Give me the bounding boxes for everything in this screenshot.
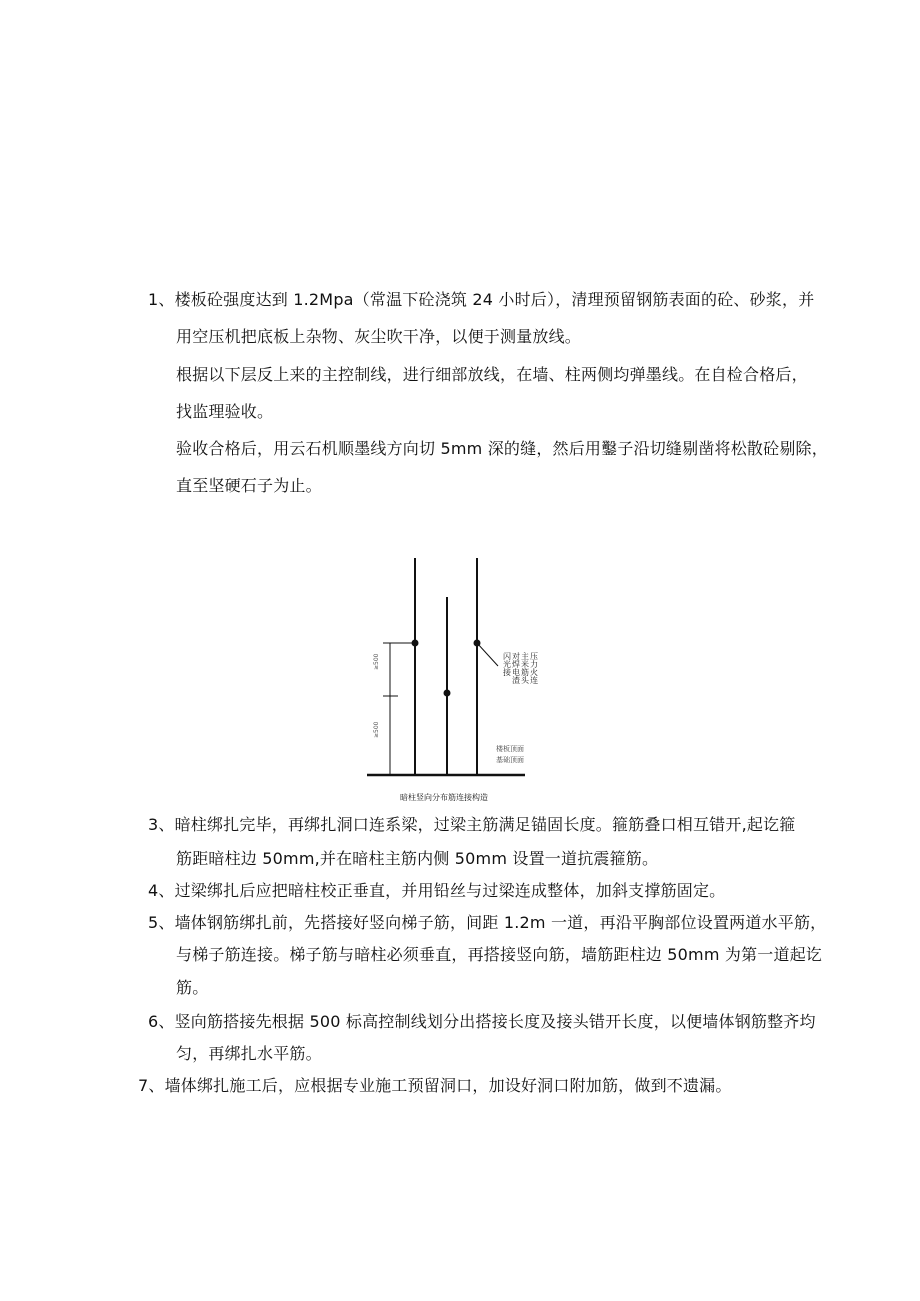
p5-line3: 筋。: [176, 978, 209, 997]
rebar-connection-figure: [350, 550, 540, 812]
p1-line5: 验收合格后，用云石机顺墨线方向切 5mm 深的缝，然后用鑿子沿切缝剔凿将松散砼剔除，: [176, 439, 828, 458]
dimension-upper: ≥500: [373, 653, 380, 670]
p4-line1: 4、过梁绑扎后应把暗柱校正垂直，并用铅丝与过梁连成整体，加斜支撑筋固定。: [148, 881, 726, 900]
floor-label-top: 楼板顶面: [496, 745, 524, 753]
p7-line1: 7、墙体绑扎施工后，应根据专业施工预留洞口，加设好洞口附加筋，做到不遗漏。: [138, 1076, 732, 1095]
joint-middle: [444, 690, 451, 697]
note-col1: 闪光接: [502, 652, 512, 676]
p5-line2: 与梯子筋连接。梯子筋与暗柱必须垂直，再搭接竖向筋，墙筋距柱边 50mm 为第一道起讫: [176, 945, 823, 964]
dimension-lower: ≥500: [373, 721, 380, 738]
note-col3: 主米筋头: [520, 652, 530, 684]
p6-line1: 6、竖向筋搭接先根据 500 标高控制线划分出搭接长度及接头错开长度，以便墙体钢筋整齐均: [148, 1012, 816, 1031]
note-col2: 对焊电渣: [511, 652, 521, 684]
p5-line1: 5、墙体钢筋绑扎前，先搭接好竖向梯子筋，间距 1.2m 一道，再沿平胸部位设置两道水平筋，: [148, 913, 827, 932]
connection-note: [503, 651, 539, 685]
floor-label-base: 基础顶面: [496, 756, 524, 764]
note-col4: 压力火连: [529, 652, 539, 684]
p1-line6: 直至坚硬石子为止。: [176, 476, 322, 495]
note-leader: [477, 643, 498, 666]
p6-line2: 匀，再绑扎水平筋。: [176, 1044, 322, 1063]
figure-caption: 暗柱竖向分布筋连接构造: [400, 793, 488, 802]
p1-line4: 找监理验收。: [176, 402, 274, 421]
p3-line1: 3、暗柱绑扎完毕，再绑扎洞口连系梁，过梁主筋满足锚固长度。箍筋叠口相互错开,起讫箍: [148, 815, 796, 834]
p1-line1: 1、楼板砼强度达到 1.2Mpa（常温下砼浇筑 24 小时后），清理预留钢筋表面的砼、砂浆，并: [148, 290, 815, 309]
p3-line2: 筋距暗柱边 50mm,并在暗柱主筋内侧 50mm 设置一道抗震箍筋。: [176, 849, 659, 868]
rebar-diagram: [350, 550, 540, 812]
p1-line3: 根据以下层反上来的主控制线，进行细部放线，在墙、柱两侧均弹墨线。在自检合格后，: [176, 365, 808, 384]
p1-line2: 用空压机把底板上杂物、灰尘吹干净，以便于测量放线。: [176, 327, 582, 346]
